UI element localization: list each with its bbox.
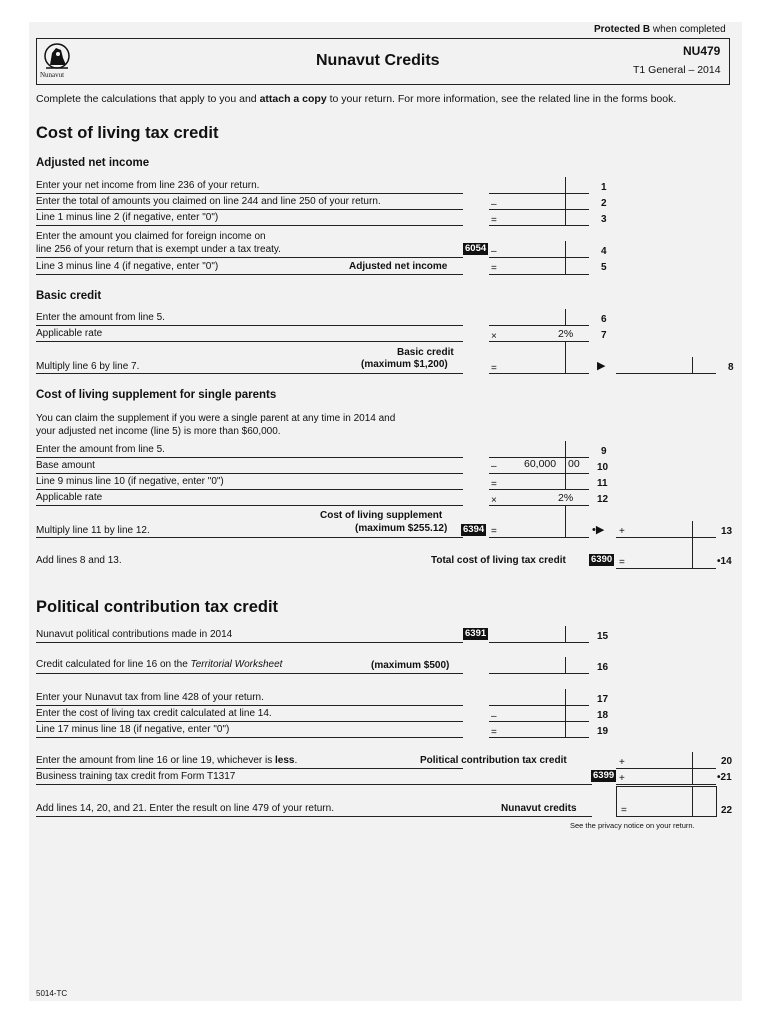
line-19-field[interactable] — [489, 721, 589, 737]
subheading-basic-credit: Basic credit — [36, 290, 102, 302]
line-4-code: 6054 — [465, 243, 487, 254]
line-12-rate: 2% — [558, 492, 574, 504]
line-4-field[interactable] — [489, 241, 589, 257]
line-number-21: •21 — [717, 772, 732, 783]
line-4-label-a: Enter the amount you claimed for foreign income on — [36, 231, 266, 242]
form-code: NU479 — [683, 44, 721, 58]
protected-status — [594, 24, 726, 35]
line-number-17: 17 — [597, 694, 609, 705]
line-number-15: 15 — [597, 631, 609, 642]
line-5-label: Line 3 minus line 4 (if negative, enter "0") — [36, 261, 219, 272]
logo-text: Nunavut — [40, 71, 65, 79]
line-number-12: 12 — [597, 494, 609, 505]
supplement-label: Cost of living supplement — [320, 510, 443, 521]
line-6-field[interactable] — [489, 309, 589, 325]
protected-suffix: when completed — [652, 24, 726, 35]
line-13-code: 6394 — [463, 524, 485, 535]
line-number-7: 7 — [601, 330, 607, 341]
line-18-field[interactable] — [489, 705, 589, 721]
line-number-11: 11 — [597, 478, 608, 489]
line-16-label: Credit calculated for line 16 on the Territorial Worksheet — [36, 659, 283, 670]
form-title: Nunavut Credits — [316, 52, 440, 69]
supplement-max: (maximum $255.12) — [355, 523, 448, 534]
line-1-label: Enter your net income from line 236 of your return. — [36, 180, 260, 191]
basic-credit-max: (maximum $1,200) — [361, 359, 448, 370]
line-number-16: 16 — [597, 662, 609, 673]
line-19-label: Line 17 minus line 18 (if negative, enter "0") — [36, 724, 230, 735]
line-5-field[interactable] — [489, 258, 589, 274]
line-number-2: 2 — [601, 198, 607, 209]
line-number-20: 20 — [721, 756, 733, 767]
total-cost-of-living-label: Total cost of living tax credit — [431, 555, 566, 566]
line-3-label: Line 1 minus line 2 (if negative, enter "0") — [36, 212, 219, 223]
line-1-field[interactable] — [489, 177, 589, 193]
line-15-code: 6391 — [465, 628, 487, 639]
line-number-13: 13 — [721, 526, 733, 537]
line-7-label: Applicable rate — [36, 328, 103, 339]
basic-credit-label: Basic credit — [397, 347, 454, 358]
line-number-6: 6 — [601, 314, 607, 325]
line-15-label: Nunavut political contributions made in 2014 — [36, 629, 233, 640]
line-10-dollars: 60,000 — [524, 458, 557, 470]
line-number-9: 9 — [601, 446, 607, 457]
line-number-14: •14 — [717, 556, 732, 567]
line-14-field[interactable] — [616, 537, 716, 568]
line-16-field[interactable] — [489, 657, 589, 673]
line-13-calc-field[interactable] — [489, 506, 589, 537]
line-14-code: 6390 — [591, 554, 613, 565]
line-number-1: 1 — [601, 182, 607, 193]
section-heading-political: Political contribution tax credit — [36, 598, 279, 616]
line-18-label: Enter the cost of living tax credit calculated at line 14. — [36, 708, 272, 719]
line-8-label: Multiply line 6 by line 7. — [36, 361, 140, 372]
section-heading-cost-of-living: Cost of living tax credit — [36, 124, 219, 142]
line-2-label: Enter the total of amounts you claimed on line 244 and line 250 of your return. — [36, 196, 381, 207]
line-21-label: Business training tax credit from Form T1317 — [36, 771, 236, 782]
line-number-19: 19 — [597, 726, 609, 737]
nunavut-credits-label: Nunavut credits — [501, 803, 577, 814]
line-21-code: 6399 — [593, 770, 615, 781]
line-number-3: 3 — [601, 214, 607, 225]
line-21-field[interactable] — [616, 768, 716, 784]
privacy-notice: See the privacy notice on your return. — [570, 821, 695, 830]
line-number-4: 4 — [601, 246, 607, 257]
supplement-note-1: You can claim the supplement if you were a single parent at any time in 2014 and — [36, 413, 396, 424]
line-20-label: Enter the amount from line 16 or line 19, whichever is less. — [36, 755, 298, 766]
line-13-field[interactable] — [616, 521, 716, 537]
line-14-label: Add lines 8 and 13. — [36, 555, 122, 566]
line-7-rate: 2% — [558, 328, 574, 340]
line-16-max: (maximum $500) — [371, 660, 450, 671]
line-6-label: Enter the amount from line 5. — [36, 312, 165, 323]
line-15-field[interactable] — [489, 626, 589, 642]
line-number-18: 18 — [597, 710, 609, 721]
nunavut-logo — [40, 41, 74, 81]
line-12-label: Applicable rate — [36, 492, 103, 503]
line-9-field[interactable] — [489, 441, 589, 457]
subheading-supplement: Cost of living supplement for single parents — [36, 389, 277, 401]
line-11-label: Line 9 minus line 10 (if negative, enter "0") — [36, 476, 224, 487]
line-number-8: 8 — [728, 362, 734, 373]
adjusted-net-income-label: Adjusted net income — [349, 261, 448, 272]
inuksuk-emblem-icon — [40, 41, 74, 75]
line-9-label: Enter the amount from line 5. — [36, 444, 165, 455]
line-4-label-b: line 256 of your return that is exempt under a tax treaty. — [36, 244, 281, 255]
protected-label: Protected B — [594, 24, 651, 35]
line-22-field[interactable] — [616, 786, 717, 817]
line-number-22: 22 — [721, 805, 733, 816]
line-10-label: Base amount — [36, 460, 95, 471]
line-13-label: Multiply line 11 by line 12. — [36, 525, 150, 536]
political-credit-label: Political contribution tax credit — [420, 755, 567, 766]
line-number-10: 10 — [597, 462, 609, 473]
line-2-field[interactable] — [489, 193, 589, 209]
subheading-adjusted-net-income: Adjusted net income — [36, 157, 150, 169]
line-8-calc-field[interactable] — [489, 342, 589, 373]
line-22-label: Add lines 14, 20, and 21. Enter the result on line 479 of your return. — [36, 803, 334, 814]
line-3-field[interactable] — [489, 209, 589, 225]
line-17-label: Enter your Nunavut tax from line 428 of your return. — [36, 692, 264, 703]
line-number-5: 5 — [601, 262, 607, 273]
line-17-field[interactable] — [489, 689, 589, 705]
line-10-cents: 00 — [568, 458, 580, 470]
form-footer-code: 5014-TC — [36, 989, 68, 998]
line-20-field[interactable] — [616, 752, 716, 768]
line-11-field[interactable] — [489, 473, 589, 489]
line-8-field[interactable] — [616, 357, 716, 373]
form-subtitle: T1 General – 2014 — [633, 64, 721, 76]
intro-text: Complete the calculations that apply to you and attach a copy to your return. For more information, see the related line in the forms book. — [36, 93, 677, 105]
supplement-note-2: your adjusted net income (line 5) is more than $60,000. — [36, 426, 281, 437]
